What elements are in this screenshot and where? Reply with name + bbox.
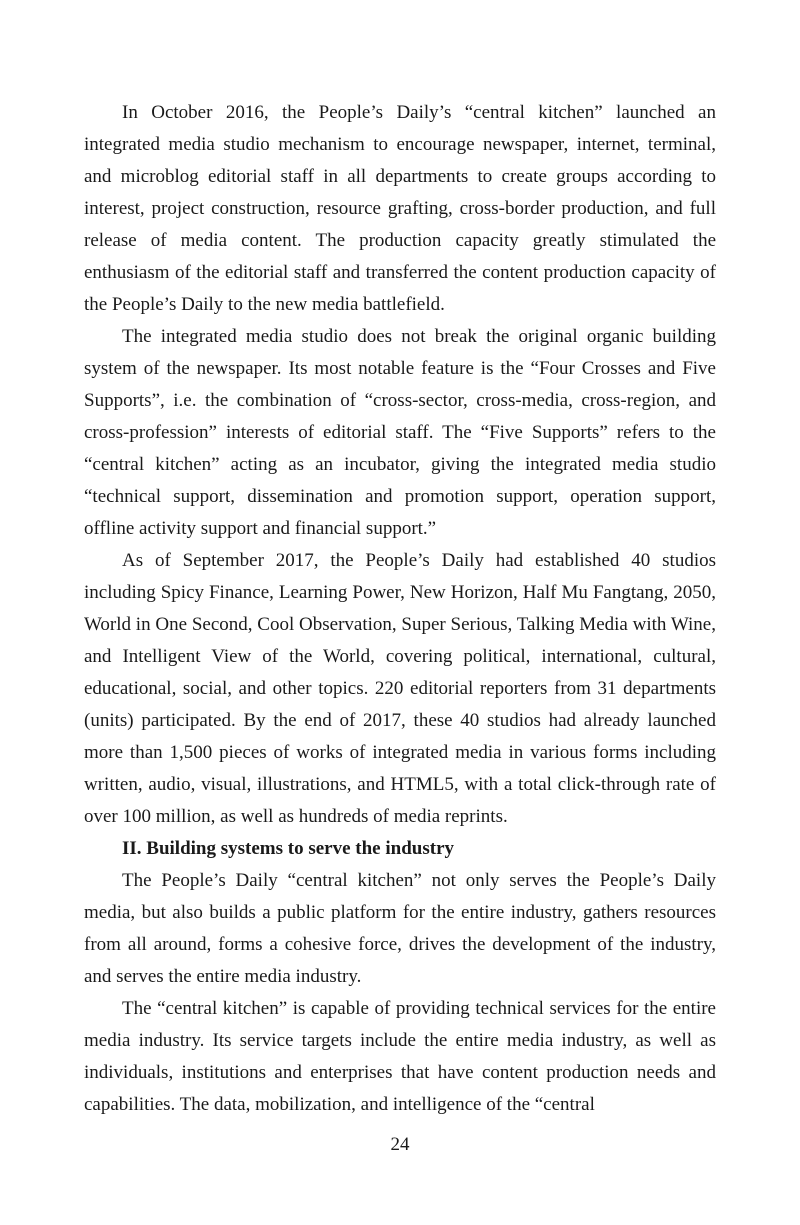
paragraph-studio-statistics: As of September 2017, the People’s Daily had established 40 studios including Spicy Finance, Learning Power, New Horizon, Half Mu Fangtang, 2050, World in One Second, Cool Observation, Super Serious, Talking Media with Wine, and Intelligent View of the World, covering political, international, cultural, educational, social, and other topics. 220 editorial reporters from 31 departments (units) participated. By the end of 2017, these 40 studios had already launched more than 1,500 pieces of works of integrated media in various forms including written, audio, visual, illustrations, and HTML5, with a total click-through rate of over 100 million, as well as hundreds of media reprints. <box>84 550 716 827</box>
paragraph-four-crosses-five-supports: The integrated media studio does not break the original organic building system of the newspaper. Its most notable feature is the “Four Crosses and Five Supports”, i.e. the combination of “cross-sector, cross-media, cross-region, and cross-profession” interests of editorial staff. The “Five Supports” refers to the “central kitchen” acting as an incubator, giving the integrated media studio “technical support, dissemination and promotion support, operation support, offline activity support and financial support.” <box>84 326 716 539</box>
page-number: 24 <box>390 1134 410 1155</box>
section-heading: II. Building systems to serve the industry <box>122 838 454 859</box>
paragraph-studio-mechanism: In October 2016, the People’s Daily’s “central kitchen” launched an integrated media studio mechanism to encourage newspaper, internet, terminal, and microblog editorial staff in all departments to create groups according to interest, project construction, resource grafting, cross-border production, and full release of media content. The production capacity greatly stimulated the enthusiasm of the editorial staff and transferred the content production capacity of the People’s Daily to the new media battlefield. <box>84 102 716 315</box>
paragraph-public-platform: The People’s Daily “central kitchen” not only serves the People’s Daily media, but also builds a public platform for the entire industry, gathers resources from all around, forms a cohesive force, drives the development of the industry, and serves the entire media industry. <box>84 870 716 987</box>
paragraph-technical-services: The “central kitchen” is capable of providing technical services for the entire media industry. Its service targets include the entire media industry, as well as individuals, institutions and enterprises that have content production needs and capabilities. The data, mobilization, and intelligence of the “central <box>84 998 716 1115</box>
page-body <box>84 97 716 1121</box>
